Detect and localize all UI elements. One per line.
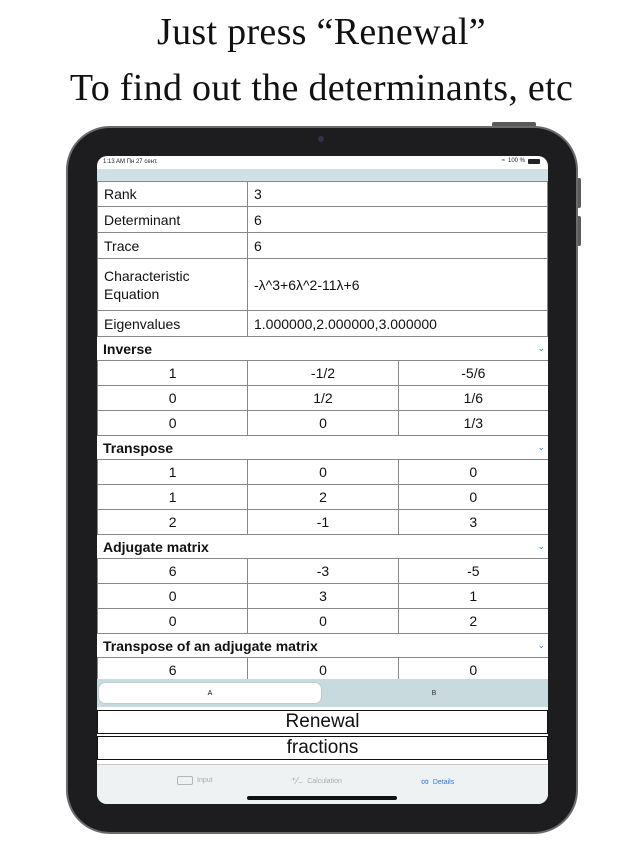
headline-line-1: Just press “Renewal” bbox=[157, 11, 486, 53]
matrix-row bbox=[97, 411, 548, 436]
matrix-cell: -5/6 bbox=[461, 365, 486, 381]
property-key: Characteristic Equation bbox=[98, 259, 248, 310]
matrix-cell: 3 bbox=[469, 514, 478, 530]
renewal-button[interactable]: Renewal bbox=[97, 710, 548, 734]
property-value: 3 bbox=[254, 186, 262, 202]
camera-icon bbox=[318, 136, 324, 142]
matrix-cell: 0 bbox=[97, 609, 248, 633]
matrix-cell: 6 bbox=[97, 559, 248, 583]
tab-label: Calculation bbox=[307, 778, 342, 785]
section-title: Transpose of an adjugate matrix bbox=[103, 637, 318, 654]
property-key: Rank bbox=[98, 182, 248, 206]
matrix-cell: 6 bbox=[97, 658, 248, 679]
chevron-down-icon[interactable]: ⌄ bbox=[537, 640, 545, 650]
matrix-cell: 2 bbox=[248, 485, 398, 509]
tab-calculation[interactable] bbox=[291, 776, 342, 787]
property-row-eigenvalues bbox=[97, 311, 548, 337]
battery-percent: 100 % bbox=[507, 158, 525, 164]
navigation-bar bbox=[97, 169, 548, 181]
matrix-cell: 1/2 bbox=[248, 386, 398, 410]
matrix-cell: 1 bbox=[97, 460, 248, 484]
wifi-icon: ≈ bbox=[501, 158, 505, 164]
property-key: Trace bbox=[98, 233, 248, 258]
segment-b[interactable]: B bbox=[431, 689, 437, 697]
chevron-down-icon[interactable]: ⌄ bbox=[537, 343, 545, 353]
matrix-cell: 2 bbox=[97, 510, 248, 534]
app-screen bbox=[97, 156, 548, 804]
section-title: Adjugate matrix bbox=[103, 538, 209, 555]
property-key: Determinant bbox=[98, 207, 248, 232]
matrix-cell: 3 bbox=[248, 584, 398, 608]
matrix-row bbox=[97, 559, 548, 584]
section-header-inverse[interactable] bbox=[97, 337, 548, 361]
property-value: 1.000000,2.000000,3.000000 bbox=[254, 315, 437, 332]
status-time: 1:13 AM Пн 27 сент. bbox=[103, 159, 158, 165]
segment-a[interactable]: A bbox=[99, 683, 321, 703]
section-header-transpose[interactable] bbox=[97, 436, 548, 460]
tab-details[interactable] bbox=[421, 776, 454, 788]
matrix-cell: 1 bbox=[97, 361, 248, 385]
matrix-cell: 0 bbox=[469, 662, 478, 678]
tab-input[interactable] bbox=[177, 776, 213, 785]
battery-icon bbox=[528, 159, 540, 164]
matrix-cell: 0 bbox=[97, 584, 248, 608]
matrix-cell: -1 bbox=[248, 510, 398, 534]
property-value: 6 bbox=[254, 237, 262, 254]
chevron-down-icon[interactable]: ⌄ bbox=[537, 541, 545, 551]
tab-label: Details bbox=[432, 778, 455, 786]
turtle-icon: ∞ bbox=[421, 776, 429, 788]
matrix-cell: -3 bbox=[248, 559, 398, 583]
matrix-cell: 2 bbox=[469, 613, 478, 629]
matrix-cell: -5 bbox=[467, 563, 480, 579]
matrix-cell: 1/3 bbox=[463, 415, 484, 431]
matrix-row bbox=[97, 584, 548, 609]
matrix-cell: 0 bbox=[248, 658, 398, 679]
home-indicator[interactable] bbox=[247, 796, 397, 800]
matrix-cell: 0 bbox=[248, 460, 398, 484]
status-bar bbox=[97, 156, 548, 169]
fractions-button[interactable]: fractions bbox=[97, 736, 548, 760]
plus-minus-icon: ⁺⁄₋ bbox=[291, 776, 304, 787]
property-row-determinant bbox=[97, 207, 548, 233]
matrix-row bbox=[97, 658, 548, 679]
matrix-row bbox=[97, 460, 548, 485]
details-scroll-view[interactable] bbox=[97, 181, 548, 679]
matrix-cell: 1/6 bbox=[463, 390, 484, 406]
matrix-row bbox=[97, 485, 548, 510]
matrix-cell: 1 bbox=[469, 588, 478, 604]
property-key: Eigenvalues bbox=[98, 311, 248, 336]
matrix-row bbox=[97, 386, 548, 411]
matrix-segment-control bbox=[97, 679, 548, 707]
keyboard-icon bbox=[177, 776, 193, 785]
matrix-cell: 0 bbox=[469, 464, 478, 480]
headline-line-2: To find out the determinants, etc bbox=[69, 67, 574, 109]
section-header-transpose-of-adjugate[interactable] bbox=[97, 634, 548, 658]
property-row-rank bbox=[97, 181, 548, 207]
matrix-cell: 0 bbox=[97, 411, 248, 435]
matrix-cell: 0 bbox=[469, 489, 478, 505]
section-title: Inverse bbox=[103, 340, 153, 357]
matrix-cell: 0 bbox=[248, 411, 398, 435]
matrix-cell: 0 bbox=[248, 609, 398, 633]
matrix-cell: 1 bbox=[97, 485, 248, 509]
matrix-row bbox=[97, 609, 548, 634]
matrix-cell: 0 bbox=[97, 386, 248, 410]
section-title: Transpose bbox=[103, 439, 174, 456]
section-header-adjugate-matrix[interactable] bbox=[97, 535, 548, 559]
chevron-down-icon[interactable]: ⌄ bbox=[537, 442, 545, 452]
property-value: 6 bbox=[254, 211, 262, 228]
matrix-row bbox=[97, 361, 548, 386]
property-row-trace bbox=[97, 233, 548, 259]
status-right bbox=[502, 158, 540, 164]
property-value: -λ^3+6λ^2-11λ+6 bbox=[254, 276, 360, 293]
matrix-cell: -1/2 bbox=[248, 361, 398, 385]
matrix-row bbox=[97, 510, 548, 535]
property-row-characteristic-equation bbox=[97, 259, 548, 311]
tab-label: Input bbox=[197, 777, 213, 784]
